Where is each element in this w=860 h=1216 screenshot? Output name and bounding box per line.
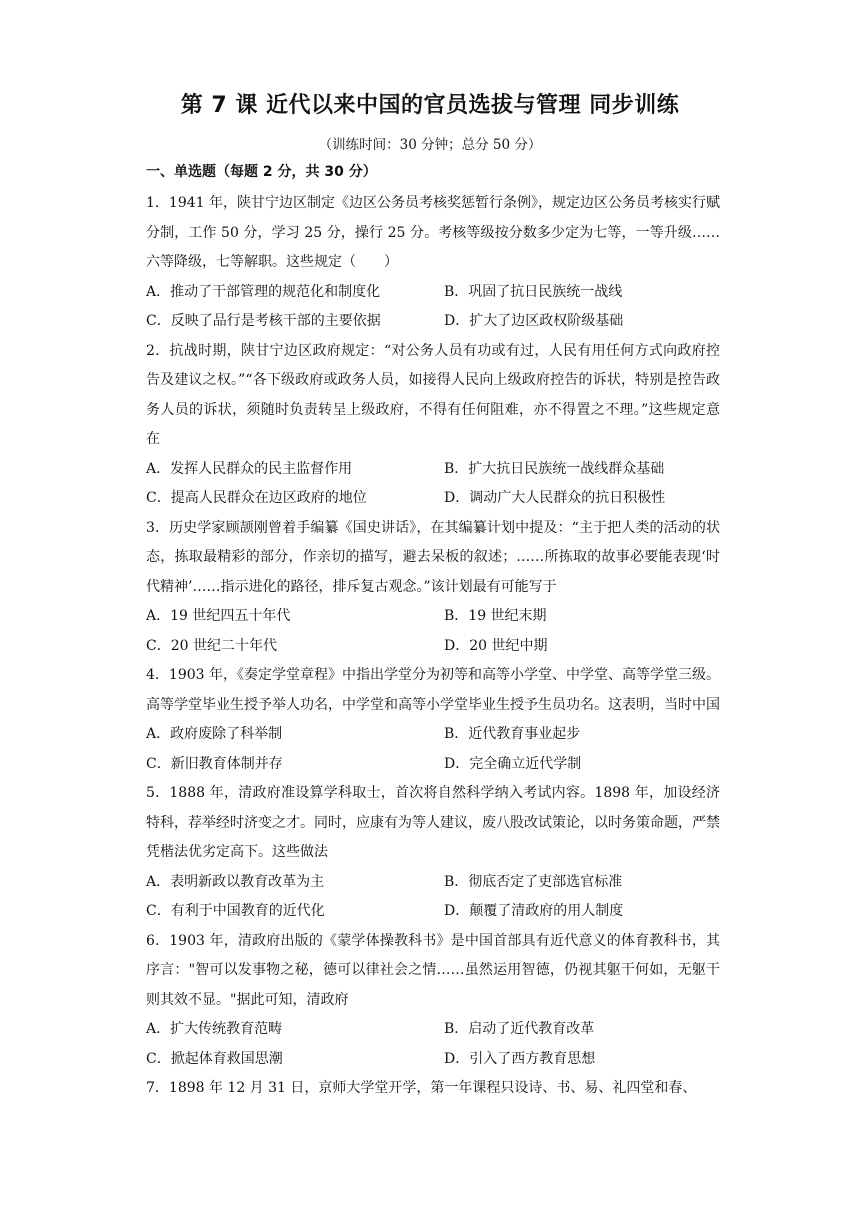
option-list — [146, 868, 720, 927]
page-title: 第 7 课 近代以来中国的官员选拔与管理 同步训练 — [180, 93, 680, 118]
option-b: B．近代教育事业起步 — [444, 726, 581, 742]
option-d: D．颠覆了清政府的用人制度 — [444, 903, 624, 919]
question-stem: 3．历史学家顾颉刚曾着手编纂《国史讲话》，在其编纂计划中提及：“主于把人类的活动的状态，拣取最精彩的部分，作亲切的描写，避去呆板的叙述；……所拣取的故事必要能表现‘时代精神’……指示进化的路径，排斥复古观念。”该计划最有可能写于 — [146, 519, 720, 595]
page-subtitle: （训练时间：30 分钟；总分 50 分） — [318, 137, 542, 153]
option-a: A．政府废除了科举制 — [146, 726, 283, 742]
option-b: B．19 世纪末期 — [444, 608, 547, 624]
option-c: C．新旧教育体制并存 — [146, 755, 283, 772]
question-stem: 7．1898 年 12 月 31 日，京师大学堂开学，第一年课程只设诗、书、易、礼四堂和春、 — [146, 1080, 697, 1096]
question-stem: 1．1941 年，陕甘宁边区制定《边区公务员考核奖惩暂行条例》，规定边区公务员考核实行赋分制，工作 50 分，学习 25 分，操行 25 分。考核等级按分数多少定为七等，一等升级……六等降级，七等解职。这些规定（ ） — [146, 195, 720, 270]
question-3 — [146, 514, 720, 662]
option-c: C．提高人民群众在边区政府的地位 — [146, 490, 367, 506]
option-c: C．20 世纪二十年代 — [146, 637, 277, 654]
question-stem: 4．1903 年，《奏定学堂章程》中指出学堂分为初等和高等小学堂、中学堂、高等学堂三级。高等学堂毕业生授予举人功名，中学堂和高等小学堂毕业生授予生员功名。这表明，当时中国 — [146, 667, 720, 713]
option-b: B．彻底否定了吏部选官标准 — [444, 873, 623, 890]
question-5 — [146, 779, 720, 927]
option-list — [146, 455, 720, 514]
option-list — [146, 1015, 720, 1074]
option-d: D．调动广大人民群众的抗日积极性 — [444, 490, 666, 506]
option-c: C．有利于中国教育的近代化 — [146, 903, 325, 919]
option-b: B．巩固了抗日民族统一战线 — [444, 283, 623, 300]
option-a: A．扩大传统教育范畴 — [146, 1021, 283, 1037]
option-d: D．扩大了边区政权阶级基础 — [444, 313, 624, 329]
question-7 — [146, 1074, 720, 1104]
option-list — [146, 278, 720, 337]
option-b: B．启动了近代教育改革 — [444, 1021, 595, 1037]
question-list — [146, 189, 720, 1104]
option-list — [146, 720, 720, 779]
question-stem: 5．1888 年，清政府准设算学科取士，首次将自然科学纳入考试内容。1898 年，加设经济特科，荐举经时济变之才。同时，应康有为等人建议，废八股改试策论，以时务策命题，严禁凭楷法优劣定高下。这些做法 — [146, 785, 720, 860]
option-c: C．反映了品行是考核干部的主要依据 — [146, 313, 381, 329]
question-1 — [146, 189, 720, 337]
option-b: B．扩大抗日民族统一战线群众基础 — [444, 460, 665, 477]
option-d: D．引入了西方教育思想 — [444, 1050, 596, 1067]
option-c: C．掀起体育救国思潮 — [146, 1050, 283, 1067]
question-4 — [146, 661, 720, 779]
section-heading: 一、单选题（每题 2 分，共 30 分） — [146, 164, 377, 180]
option-a: A．发挥人民群众的民主监督作用 — [146, 460, 353, 477]
option-a: A．表明新政以教育改革为主 — [146, 873, 325, 890]
option-list — [146, 602, 720, 661]
option-a: A．推动了干部管理的规范化和制度化 — [146, 283, 381, 300]
question-2 — [146, 337, 720, 514]
option-a: A．19 世纪四五十年代 — [146, 608, 291, 624]
option-d: D．20 世纪中期 — [444, 637, 548, 654]
question-stem: 2．抗战时期，陕甘宁边区政府规定：“对公务人员有功或有过，人民有用任何方式向政府控告及建议之权。”“各下级政府或政务人员，如接得人民向上级政府控告的诉状，特别是控告政务人员的诉状，须随时负责转呈上级政府，不得有任何阻难，亦不得置之不理。”这些规定意在 — [146, 342, 720, 447]
question-stem: 6．1903 年，清政府出版的《蒙学体操教科书》是中国首部具有近代意义的体育教科书，其序言："智可以发事物之秘，德可以律社会之情……虽然运用智德，仍视其躯干何如，无躯干则其效不显。"据此可知，清政府 — [146, 932, 720, 1008]
question-6 — [146, 927, 720, 1075]
option-d: D．完全确立近代学制 — [444, 755, 582, 772]
